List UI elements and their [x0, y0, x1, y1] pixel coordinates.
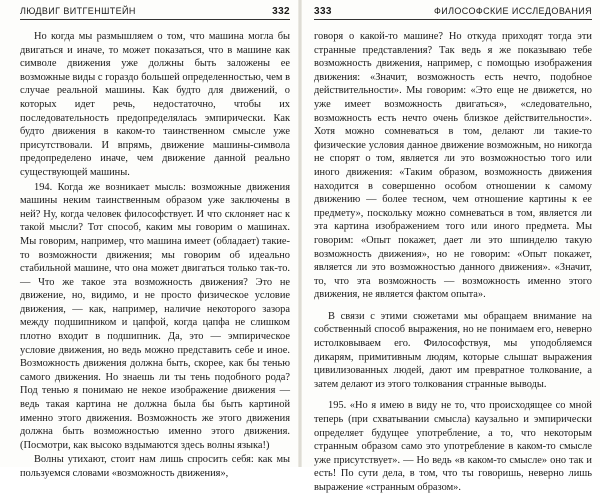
running-head-author: ЛЮДВИГ ВИТГЕНШТЕЙН: [20, 6, 136, 16]
left-page-header: [20, 6, 290, 20]
page-number-left: 332: [272, 6, 290, 17]
paragraph: Волны утихают, стоит нам лишь спросить себя: как мы пользуемся словами «возможность движения»,: [20, 454, 290, 479]
paragraph: 194. Когда же возникает мысль: возможные движения машины неким таинственным образом уже заключены в ней? Ну, когда человек философствует. И что склоняет нас к такой мысли? Тот способ, каким мы говорим о машинах. Мы говорим, например, что машина имеет (обладает) такие-то возможности движения; мы говорим об идеально стабильной машине, что она может двигаться только так-то. — Что же такое эта возможность движения? Это не движение, но, видимо, и не просто физическое условие движения, — как, например, наличие некоторого зазора между подшипником и цапфой, когда цапфа не слишком плотно входит в подшипник. Да, это — эмпирическое условие движения, но ведь можно представить себе и иное. Возможность движения должна быть, скорее, как бы тенью самого движения. Но знаешь ли ты тень подобного рода? Под тенью я понимаю не некое изображение движения — ведь такая картина не должна была бы быть картиной именно этого движения. Возможность же этого движения должна быть возможностью именно этого движения. (Посмотри, как высоко вздымаются здесь волны языка!): [20, 181, 290, 451]
running-head-title: ФИЛОСОФСКИЕ ИССЛЕДОВАНИЯ: [433, 6, 592, 16]
right-page-body: [314, 30, 592, 495]
paragraph: Но когда мы размышляем о том, что машина могла бы двигаться и иначе, то может показаться, что в машине как символе движения уже должны быть заложены ее возможные виды с гораздо большей определенностью, чем в случае реальной машины. Как будто для движений, о которых идет речь, недостаточно, чтобы их последовательность предопределялась эмпирически. Как будто движения в каком-то таинственном смысле уже присутствовали. И впрямь, движение машины-символа предопределено иначе, чем движение данной реально существующей машины.: [20, 31, 290, 178]
left-page-body: [20, 30, 290, 481]
left-page: [0, 0, 300, 479]
paragraph: говоря о какой-то машине? Но откуда приходят тогда эти странные представления? Так ведь я же показываю тебе возможность движения, например, с помощью изображения движения: «Значит, возможность есть нечто, подобное действительности». Мы говорим: «Это еще не движется, но уже имеет возможность двигаться», «следовательно, возможность есть нечто очень близкое действительности». Хотя можно сомневаться в том, делают ли такие-то физические условия данное движение возможным, но никогда не спорят о том, является ли это возможностью того или иного движения: «Таким образом, возможность движения находится в совершенно особом отношении к самому движению — более тесном, чем отношение картины к ее предмету», поскольку можно сомневаться в том, является ли эта картина изображением того или иного предмета. Мы говорим: «Опыт покажет, дает ли это шпинделю такую возможность движения», но не говорим: «Опыт покажет, является ли это возможностью данного движения». «Значит, то, что эта возможность — возможность именно этого движения, не является фактом опыта».: [314, 31, 592, 301]
page-number-right: 333: [314, 6, 332, 17]
right-page: [300, 0, 600, 493]
paragraph: В связи с этими сюжетами мы обращаем внимание на собственный способ выражения, но не понимаем его, неверно истолковываем его. Философствуя, мы уподобляемся дикарям, примитивным людям, которые слышат выражения цивилизованных людей, дают им превратное толкование, а затем делают из этого толкования странные выводы.: [314, 310, 592, 390]
right-page-header: [314, 6, 592, 20]
paragraph: 195. «Но я имею в виду не то, что происходящее со мной теперь (при схватывании смысла) каузально и эмпирически определяет будущее употребление, а то, что некоторым странным образом само это употребление в каком-то смысле уже присутствует». — Но ведь «в каком-то смысле» оно так и есть! По сути дела, в том, что ты говоришь, неверно лишь выражение «странным образом».: [314, 400, 592, 493]
